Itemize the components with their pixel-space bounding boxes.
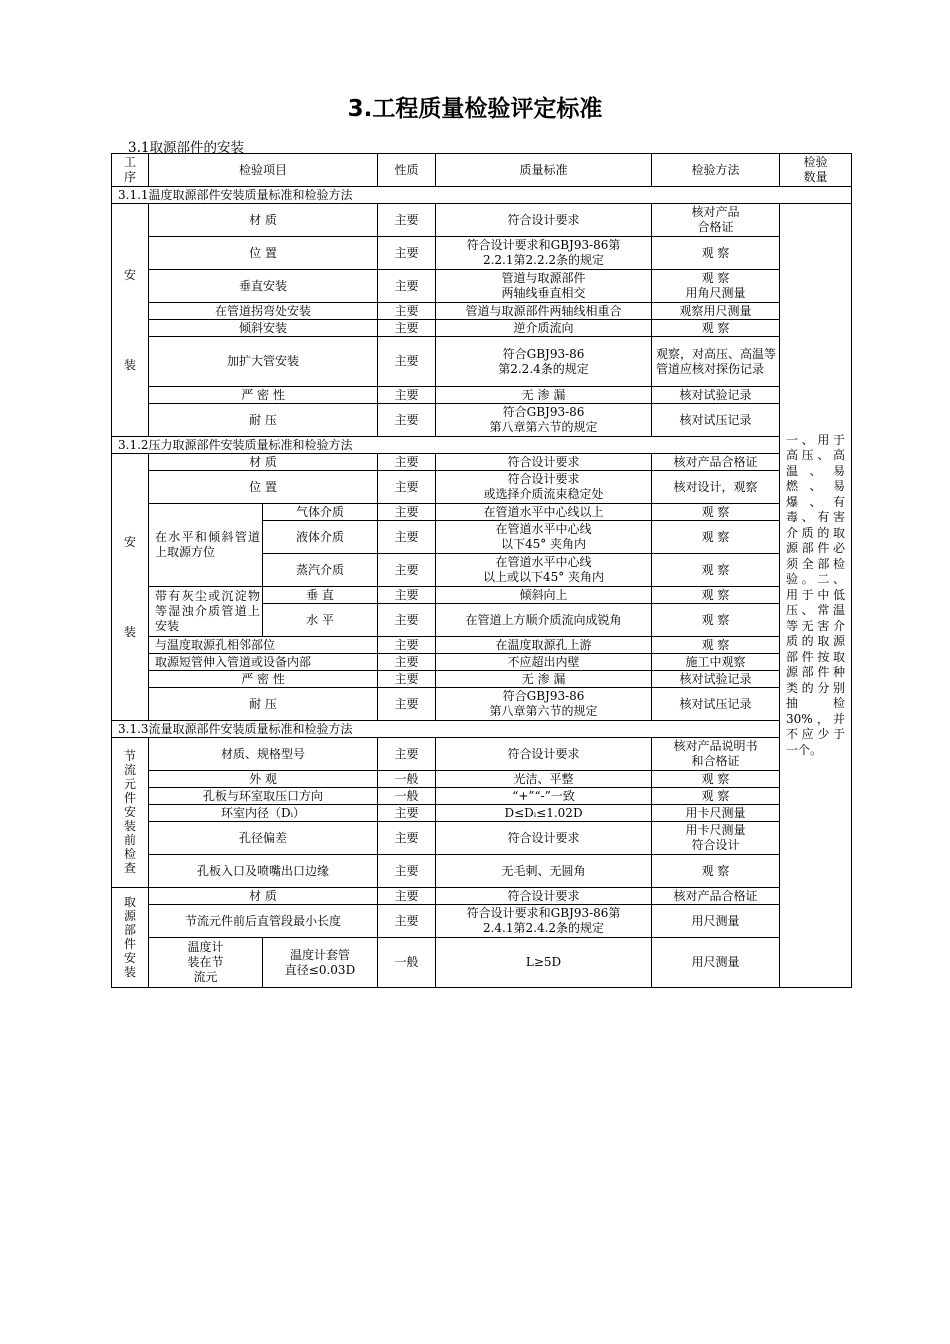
item-cell: 垂直安装	[149, 270, 378, 303]
standard-cell: 符合GBJ93-86 第2.2.4条的规定	[436, 337, 652, 387]
table-row	[112, 738, 852, 771]
method-cell: 观 察	[652, 604, 780, 637]
standard-cell: L≥5D	[436, 938, 652, 988]
nature-cell: 主要	[378, 404, 436, 437]
step-label: 安 装	[112, 204, 149, 437]
table-row	[112, 237, 852, 270]
method-cell: 观察用尺测量	[652, 303, 780, 320]
standard-cell: 在管道水平中心线 以下45° 夹角内	[436, 521, 652, 554]
method-cell: 核对产品合格证	[652, 454, 780, 471]
item-cell: 节流元件前后直管段最小长度	[149, 905, 378, 938]
nature-cell: 主要	[378, 270, 436, 303]
standard-cell: 无 渗 漏	[436, 387, 652, 404]
table-row	[112, 788, 852, 805]
item-cell: 加扩大管安装	[149, 337, 378, 387]
standard-cell: 逆介质流向	[436, 320, 652, 337]
table-row	[112, 303, 852, 320]
nature-cell: 主要	[378, 805, 436, 822]
header-step: 工 序	[112, 154, 149, 187]
standard-cell: 符合GBJ93-86 第八章第六节的规定	[436, 404, 652, 437]
method-cell: 核对设计，观察	[652, 471, 780, 504]
standard-cell: 管道与取源部件两轴线相重合	[436, 303, 652, 320]
page-title: 3.工程质量检验评定标准	[347, 96, 603, 122]
header-item: 检验项目	[149, 154, 378, 187]
nature-cell: 主要	[378, 303, 436, 320]
method-cell: 核对试压记录	[652, 688, 780, 721]
item-cell: 蒸汽介质	[263, 554, 378, 587]
method-cell: 观 察	[652, 504, 780, 521]
standard-cell: D≤Dᵢ≤1.02D	[436, 805, 652, 822]
item-cell: 水 平	[263, 604, 378, 637]
nature-cell: 主要	[378, 337, 436, 387]
method-cell: 核对试验记录	[652, 387, 780, 404]
item-cell: 孔径偏差	[149, 822, 378, 855]
standard-cell: 符合设计要求	[436, 204, 652, 237]
table-row	[112, 805, 852, 822]
nature-cell: 主要	[378, 654, 436, 671]
method-cell: 核对试验记录	[652, 671, 780, 688]
standard-cell: 符合GBJ93-86 第八章第六节的规定	[436, 688, 652, 721]
item-cell: 气体介质	[263, 504, 378, 521]
item-cell: 液体介质	[263, 521, 378, 554]
standard-cell: 在管道水平中心线以上	[436, 504, 652, 521]
group-label: 带有灰尘或沉淀物等湿浊介质管道上安装	[149, 587, 263, 637]
header-standard: 质量标准	[436, 154, 652, 187]
step-label	[112, 738, 149, 888]
item-cell: 外 观	[149, 771, 378, 788]
nature-cell: 主要	[378, 604, 436, 637]
subsection-title: 3.1.2压力取源部件安装质量标准和检验方法	[112, 437, 780, 454]
item-cell: 与温度取源孔相邻部位	[149, 637, 378, 654]
table-row	[112, 888, 852, 905]
method-cell: 观 察	[652, 855, 780, 888]
table-row	[112, 822, 852, 855]
table-row	[112, 387, 852, 404]
step-label	[112, 888, 149, 988]
nature-cell: 主要	[378, 504, 436, 521]
table-row	[112, 270, 852, 303]
nature-cell: 主要	[378, 387, 436, 404]
standard-cell: 在温度取源孔上游	[436, 637, 652, 654]
subsection-title: 3.1.3流量取源部件安装质量标准和检验方法	[112, 721, 780, 738]
step-label: 安 装	[112, 454, 149, 721]
nature-cell: 主要	[378, 454, 436, 471]
item-cell: 在管道拐弯处安装	[149, 303, 378, 320]
table-row	[112, 938, 852, 988]
method-cell: 观 察	[652, 771, 780, 788]
method-cell: 观察，对高压、高温等管道应核对探伤记录	[652, 337, 780, 387]
item-cell: 孔板入口及喷嘴出口边缘	[149, 855, 378, 888]
nature-cell: 主要	[378, 587, 436, 604]
table-row	[112, 404, 852, 437]
standard-cell: 符合设计要求	[436, 888, 652, 905]
table-row	[112, 654, 852, 671]
nature-cell: 主要	[378, 822, 436, 855]
standard-cell: 符合设计要求 或选择介质流束稳定处	[436, 471, 652, 504]
item-cell: 位 置	[149, 471, 378, 504]
table-row	[112, 671, 852, 688]
item-cell: 倾斜安装	[149, 320, 378, 337]
item-cell: 材 质	[149, 888, 378, 905]
nature-cell: 主要	[378, 671, 436, 688]
item-cell: 孔板与环室取压口方向	[149, 788, 378, 805]
nature-cell: 一般	[378, 771, 436, 788]
nature-cell: 主要	[378, 554, 436, 587]
method-cell: 观 察	[652, 237, 780, 270]
nature-cell: 主要	[378, 521, 436, 554]
inspection-count-note: 一、用于高压、高温、易燃、易爆、有毒、有害介质的取源部件必须全部检验。二、用于中低压、常温等无害介质的取源部件按取源部件种类的分别抽检30%，并不应少于一个。	[780, 204, 852, 988]
method-cell: 用卡尺测量	[652, 805, 780, 822]
group-label: 在水平和倾斜管道上取源方位	[149, 504, 263, 587]
header-method: 检验方法	[652, 154, 780, 187]
step-label-text: 节流元件安装前检查	[123, 749, 136, 875]
method-cell: 观 察	[652, 788, 780, 805]
standard-cell: 在管道水平中心线 以上或以下45° 夹角内	[436, 554, 652, 587]
header-row	[112, 154, 852, 187]
inspection-table	[111, 153, 852, 988]
nature-cell: 主要	[378, 905, 436, 938]
item-cell: 耐 压	[149, 688, 378, 721]
nature-cell: 主要	[378, 855, 436, 888]
item-cell: 取源短管伸入管道或设备内部	[149, 654, 378, 671]
standard-cell: 符合设计要求	[436, 738, 652, 771]
method-cell: 观 察	[652, 320, 780, 337]
step-label-text: 取源部件安装	[123, 895, 136, 979]
standard-cell: 符合设计要求和GBJ93-86第 2.4.1第2.4.2条的规定	[436, 905, 652, 938]
table-row	[112, 688, 852, 721]
table-row	[112, 771, 852, 788]
table-row	[112, 855, 852, 888]
item-cell: 严 密 性	[149, 387, 378, 404]
method-cell: 观 察 用角尺测量	[652, 270, 780, 303]
nature-cell: 主要	[378, 471, 436, 504]
table-row	[112, 320, 852, 337]
method-cell: 观 察	[652, 637, 780, 654]
item-cell: 材 质	[149, 454, 378, 471]
item-cell: 位 置	[149, 237, 378, 270]
table-row	[112, 204, 852, 237]
header-count: 检验 数量	[780, 154, 852, 187]
table-row	[112, 504, 852, 521]
standard-cell: 符合设计要求	[436, 822, 652, 855]
nature-cell: 主要	[378, 888, 436, 905]
table-row	[112, 637, 852, 654]
table-row	[112, 587, 852, 604]
standard-cell: 光洁、平整	[436, 771, 652, 788]
nature-cell: 主要	[378, 688, 436, 721]
subsection-title: 3.1.1温度取源部件安装质量标准和检验方法	[112, 187, 852, 204]
method-cell: 用尺测量	[652, 905, 780, 938]
nature-cell: 一般	[378, 938, 436, 988]
header-nature: 性质	[378, 154, 436, 187]
method-cell: 核对产品 合格证	[652, 204, 780, 237]
standard-cell: 符合设计要求和GBJ93-86第 2.2.1第2.2.2条的规定	[436, 237, 652, 270]
item-cell: 材 质	[149, 204, 378, 237]
standard-cell: 倾斜向上	[436, 587, 652, 604]
nature-cell: 主要	[378, 738, 436, 771]
nature-cell: 主要	[378, 320, 436, 337]
method-cell: 观 察	[652, 521, 780, 554]
standard-cell: 不应超出内壁	[436, 654, 652, 671]
method-cell: 核对产品说明书 和合格证	[652, 738, 780, 771]
item-cell: 耐 压	[149, 404, 378, 437]
item-cell: 环室内径（Dᵢ）	[149, 805, 378, 822]
method-cell: 用尺测量	[652, 938, 780, 988]
nature-cell: 一般	[378, 788, 436, 805]
method-cell: 施工中观察	[652, 654, 780, 671]
group-label: 温度计 装在节 流元	[149, 938, 263, 988]
method-cell: 观 察	[652, 587, 780, 604]
nature-cell: 主要	[378, 637, 436, 654]
item-cell: 垂 直	[263, 587, 378, 604]
nature-cell: 主要	[378, 237, 436, 270]
nature-cell: 主要	[378, 204, 436, 237]
table-row	[112, 471, 852, 504]
table-row	[112, 337, 852, 387]
item-cell: 严 密 性	[149, 671, 378, 688]
item-cell: 材质、规格型号	[149, 738, 378, 771]
item-cell: 温度计套管 直径≤0.03D	[263, 938, 378, 988]
table-row	[112, 454, 852, 471]
method-cell: 观 察	[652, 554, 780, 587]
section-heading: 3.1取源部件的安装	[128, 140, 244, 156]
standard-cell: “+”“-”一致	[436, 788, 652, 805]
table-row	[112, 905, 852, 938]
method-cell: 用卡尺测量 符合设计	[652, 822, 780, 855]
standard-cell: 符合设计要求	[436, 454, 652, 471]
standard-cell: 在管道上方顺介质流向成锐角	[436, 604, 652, 637]
method-cell: 核对产品合格证	[652, 888, 780, 905]
standard-cell: 无毛刺、无圆角	[436, 855, 652, 888]
method-cell: 核对试压记录	[652, 404, 780, 437]
standard-cell: 管道与取源部件 两轴线垂直相交	[436, 270, 652, 303]
standard-cell: 无 渗 漏	[436, 671, 652, 688]
